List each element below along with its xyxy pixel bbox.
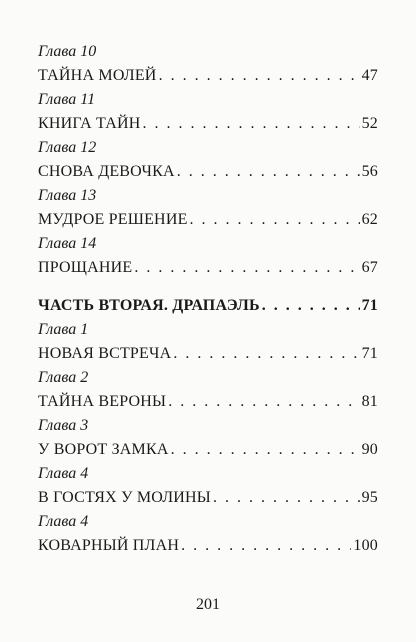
dot-leader	[181, 534, 351, 558]
dot-leader	[159, 64, 360, 88]
toc-entry	[38, 208, 378, 232]
toc-item	[38, 136, 378, 184]
toc-entry	[38, 160, 378, 184]
chapter-title: В ГОСТЯХ У МОЛИНЫ	[38, 489, 211, 506]
toc-entry	[38, 486, 378, 510]
toc-item	[38, 40, 378, 88]
chapter-number: Глава 10	[38, 43, 97, 60]
page-number: 67	[361, 259, 378, 276]
toc-item	[38, 510, 378, 558]
part-heading	[38, 294, 378, 318]
chapter-title: У ВОРОТ ЗАМКА	[38, 441, 169, 458]
toc-entry	[38, 390, 378, 414]
chapter-number: Глава 4	[38, 513, 89, 530]
page-number: 62	[361, 211, 378, 228]
page-number: 47	[361, 67, 378, 84]
page-number: 100	[353, 537, 378, 554]
page-number: 56	[361, 163, 378, 180]
chapter-number: Глава 13	[38, 187, 97, 204]
chapter-title: СНОВА ДЕВОЧКА	[38, 163, 175, 180]
page-number: 71	[361, 297, 378, 314]
toc-entry	[38, 534, 378, 558]
chapter-number: Глава 11	[38, 91, 96, 108]
toc-item	[38, 232, 378, 280]
page-number: 71	[361, 345, 378, 362]
page-number: 81	[361, 393, 378, 410]
dot-leader	[262, 294, 360, 318]
page-folio: 201	[196, 596, 220, 613]
toc-item	[38, 184, 378, 232]
chapter-title: НОВАЯ ВСТРЕЧА	[38, 345, 172, 362]
chapter-number: Глава 2	[38, 369, 89, 386]
chapter-title: КНИГА ТАЙН	[38, 115, 141, 132]
toc-entry	[38, 64, 378, 88]
toc-entry	[38, 438, 378, 462]
chapter-title: КОВАРНЫЙ ПЛАН	[38, 537, 180, 554]
page-number: 52	[361, 115, 378, 132]
chapter-number: Глава 4	[38, 465, 89, 482]
chapter-number: Глава 1	[38, 321, 89, 338]
toc-entry	[38, 256, 378, 280]
toc-item	[38, 462, 378, 510]
chapter-number: Глава 14	[38, 235, 97, 252]
part-title: ЧАСТЬ ВТОРАЯ. ДРАПАЭЛЬ	[38, 297, 260, 314]
page-number: 95	[361, 489, 378, 506]
page-number: 90	[361, 441, 378, 458]
chapter-title: ТАЙНА МОЛЕЙ	[38, 67, 157, 84]
toc-entry	[38, 112, 378, 136]
table-of-contents	[38, 40, 378, 558]
toc-item	[38, 318, 378, 366]
chapter-title: ТАЙНА ВЕРОНЫ	[38, 393, 167, 410]
dot-leader	[213, 486, 360, 510]
dot-leader	[168, 390, 359, 414]
dot-leader	[173, 342, 359, 366]
toc-item	[38, 88, 378, 136]
chapter-number: Глава 3	[38, 417, 89, 434]
dot-leader	[142, 112, 359, 136]
toc-entry	[38, 342, 378, 366]
chapter-title: ПРОЩАНИЕ	[38, 259, 133, 276]
dot-leader	[134, 256, 359, 280]
chapter-number: Глава 12	[38, 139, 97, 156]
dot-leader	[171, 438, 360, 462]
toc-item	[38, 366, 378, 414]
chapter-title: МУДРОЕ РЕШЕНИЕ	[38, 211, 188, 228]
toc-item	[38, 414, 378, 462]
dot-leader	[190, 208, 360, 232]
dot-leader	[177, 160, 360, 184]
